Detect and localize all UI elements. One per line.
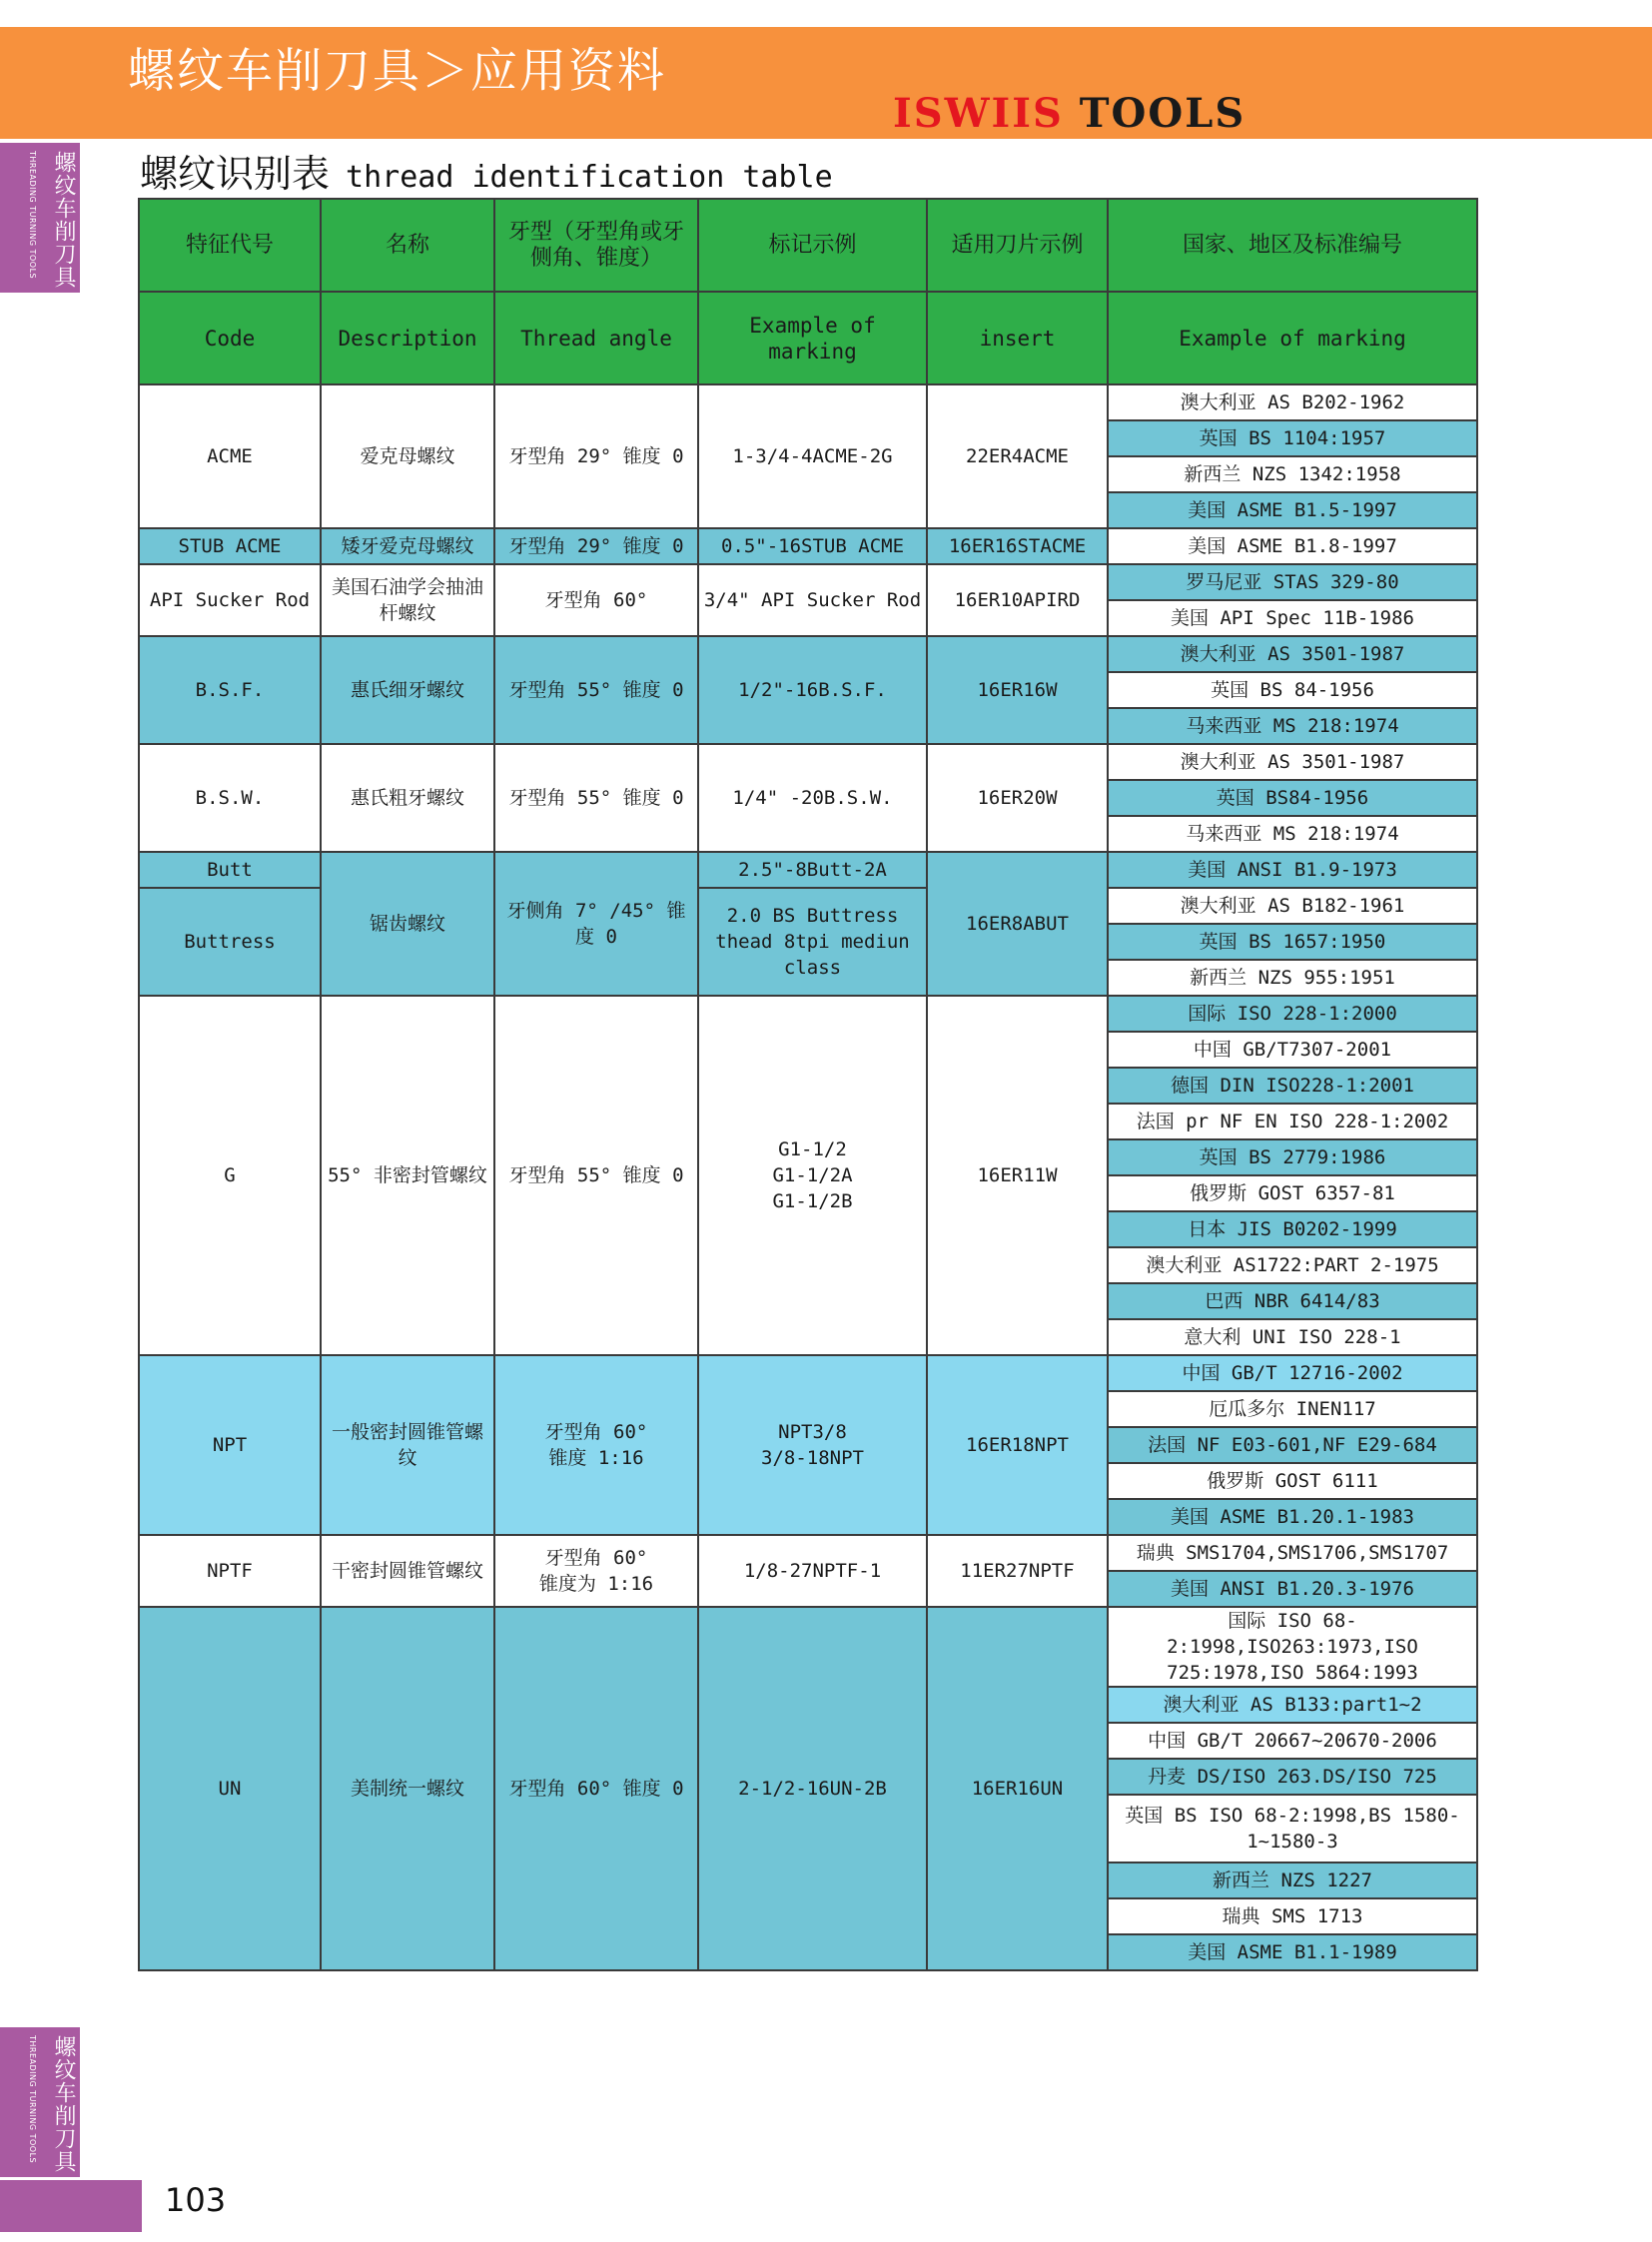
column-header: 适用刀片示例 (927, 199, 1108, 292)
side-tab-zh: 螺纹车削刀具 (51, 2035, 76, 2173)
marking-cell (698, 996, 927, 1355)
standard-cell: 罗马尼亚 STAS 329-80 (1108, 564, 1477, 600)
code-cell: API Sucker Rod (139, 564, 321, 636)
table-row (139, 528, 1477, 564)
standard-cell: 瑞典 SMS 1713 (1108, 1898, 1477, 1934)
code-cell: Butt (139, 852, 321, 888)
side-tab-en: THREADING TURNING TOOLS (28, 151, 37, 280)
column-header: Example of marking (698, 292, 927, 384)
table-row (139, 384, 1477, 420)
standard-cell: 新西兰 NZS 1342:1958 (1108, 456, 1477, 492)
insert-cell: 16ER16UN (927, 1607, 1108, 1970)
standard-cell: 美国 ANSI B1.20.3-1976 (1108, 1571, 1477, 1607)
thread-angle-cell: 牙侧角 7° /45° 锥度 0 (494, 852, 698, 996)
thread-angle-cell: 牙型角 29° 锥度 0 (494, 384, 698, 528)
standard-cell: 国际 ISO 228-1:2000 (1108, 996, 1477, 1032)
table-header-en (139, 292, 1477, 384)
side-tab-en: THREADING TURNING TOOLS (28, 2035, 37, 2164)
description-cell: 矮牙爱克母螺纹 (321, 528, 494, 564)
brand-part2: TOOLS (1079, 90, 1246, 137)
standard-cell: 中国 GB/T7307-2001 (1108, 1032, 1477, 1068)
code-cell: ACME (139, 384, 321, 528)
standard-cell: 中国 GB/T 12716-2002 (1108, 1355, 1477, 1391)
code-cell: Buttress (139, 888, 321, 996)
standard-cell: 中国 GB/T 20667~20670-2006 (1108, 1723, 1477, 1759)
standard-cell: 英国 BS 84-1956 (1108, 672, 1477, 708)
standard-cell: 法国 NF E03-601,NF E29-684 (1108, 1427, 1477, 1463)
insert-cell: 16ER18NPT (927, 1355, 1108, 1535)
side-tab-bottom (0, 2027, 80, 2177)
angle-line: 锥度为 1:16 (538, 1573, 654, 1595)
brand-part1: ISWIIS (893, 90, 1064, 137)
column-header: 特征代号 (139, 199, 321, 292)
standard-cell: 澳大利亚 AS1722:PART 2-1975 (1108, 1247, 1477, 1283)
table-row (139, 564, 1477, 600)
code-cell: NPT (139, 1355, 321, 1535)
table-row (139, 1607, 1477, 1687)
description-cell: 锯齿螺纹 (321, 852, 494, 996)
angle-line: 锥度 1:16 (548, 1447, 644, 1469)
thread-angle-cell: 牙型角 55° 锥度 0 (494, 996, 698, 1355)
standard-cell: 日本 JIS B0202-1999 (1108, 1211, 1477, 1247)
table-row (139, 996, 1477, 1032)
standard-cell: 丹麦 DS/ISO 263.DS/ISO 725 (1108, 1759, 1477, 1795)
standard-cell: 美国 API Spec 11B-1986 (1108, 600, 1477, 636)
marking-cell: 2.0 BS Buttress thead 8tpi mediun class (698, 888, 927, 996)
column-header: 国家、地区及标准编号 (1108, 199, 1477, 292)
side-tab-zh: 螺纹车削刀具 (51, 151, 76, 289)
marking-line: G1-1/2A (772, 1164, 853, 1186)
standard-cell: 澳大利亚 AS B182-1961 (1108, 888, 1477, 924)
thread-angle-cell (494, 1355, 698, 1535)
insert-cell: 16ER16W (927, 636, 1108, 744)
code-cell: B.S.F. (139, 636, 321, 744)
footer-bar (0, 2180, 142, 2232)
marking-line: G1-1/2 (778, 1138, 847, 1160)
standard-cell: 厄瓜多尔 INEN117 (1108, 1391, 1477, 1427)
standard-cell: 英国 BS 2779:1986 (1108, 1139, 1477, 1175)
insert-cell: 16ER20W (927, 744, 1108, 852)
marking-cell: 1-3/4-4ACME-2G (698, 384, 927, 528)
marking-cell: 1/8-27NPTF-1 (698, 1535, 927, 1607)
thread-angle-cell: 牙型角 55° 锥度 0 (494, 744, 698, 852)
description-cell: 55° 非密封管螺纹 (321, 996, 494, 1355)
marking-cell: 1/2"-16B.S.F. (698, 636, 927, 744)
standard-cell: 国际 ISO 68-2:1998,ISO263:1973,ISO 725:1978,ISO 5864:1993 (1108, 1607, 1477, 1687)
thread-angle-cell: 牙型角 55° 锥度 0 (494, 636, 698, 744)
brand-logo (893, 90, 1245, 137)
insert-cell: 16ER8ABUT (927, 852, 1108, 996)
standard-cell: 英国 BS ISO 68-2:1998,BS 1580-1~1580-3 (1108, 1795, 1477, 1863)
banner-title: 螺纹车削刀具＞应用资料 (128, 44, 666, 99)
thread-angle-cell: 牙型角 60° 锥度 0 (494, 1607, 698, 1970)
column-header: Example of marking (1108, 292, 1477, 384)
page-title-en: thread identification table (346, 160, 833, 195)
column-header: Code (139, 292, 321, 384)
side-tab-top (0, 143, 80, 293)
description-cell: 一般密封圆锥管螺纹 (321, 1355, 494, 1535)
standard-cell: 瑞典 SMS1704,SMS1706,SMS1707 (1108, 1535, 1477, 1571)
marking-line: NPT3/8 (778, 1421, 847, 1443)
thread-angle-cell: 牙型角 29° 锥度 0 (494, 528, 698, 564)
standard-cell: 美国 ASME B1.8-1997 (1108, 528, 1477, 564)
thread-angle-cell (494, 1535, 698, 1607)
standard-cell: 美国 ASME B1.5-1997 (1108, 492, 1477, 528)
standard-cell: 澳大利亚 AS B133:part1~2 (1108, 1687, 1477, 1723)
insert-cell: 16ER16STACME (927, 528, 1108, 564)
code-cell: B.S.W. (139, 744, 321, 852)
column-header: Thread angle (494, 292, 698, 384)
marking-cell (698, 1355, 927, 1535)
standard-cell: 俄罗斯 GOST 6111 (1108, 1463, 1477, 1499)
column-header: 名称 (321, 199, 494, 292)
description-cell: 美制统一螺纹 (321, 1607, 494, 1970)
column-header: insert (927, 292, 1108, 384)
page-title (140, 143, 833, 198)
marking-cell: 2.5"-8Butt-2A (698, 852, 927, 888)
table-row (139, 636, 1477, 672)
marking-line: G1-1/2B (772, 1190, 853, 1212)
standard-cell: 马来西亚 MS 218:1974 (1108, 708, 1477, 744)
standard-cell: 美国 ASME B1.20.1-1983 (1108, 1499, 1477, 1535)
table-row (139, 852, 1477, 888)
table-row (139, 744, 1477, 780)
standard-cell: 英国 BS84-1956 (1108, 780, 1477, 816)
standard-cell: 新西兰 NZS 955:1951 (1108, 960, 1477, 996)
standard-cell: 意大利 UNI ISO 228-1 (1108, 1319, 1477, 1355)
table-header-zh (139, 199, 1477, 292)
page-number: 103 (165, 2181, 227, 2219)
column-header: 标记示例 (698, 199, 927, 292)
description-cell: 爱克母螺纹 (321, 384, 494, 528)
standard-cell: 英国 BS 1104:1957 (1108, 420, 1477, 456)
code-cell: G (139, 996, 321, 1355)
angle-line: 牙型角 60° (544, 1547, 648, 1569)
insert-cell: 16ER11W (927, 996, 1108, 1355)
description-cell: 惠氏粗牙螺纹 (321, 744, 494, 852)
code-cell: STUB ACME (139, 528, 321, 564)
standard-cell: 俄罗斯 GOST 6357-81 (1108, 1175, 1477, 1211)
column-header: 牙型（牙型角或牙侧角、锥度） (494, 199, 698, 292)
column-header: Description (321, 292, 494, 384)
insert-cell: 22ER4ACME (927, 384, 1108, 528)
table-row (139, 1535, 1477, 1571)
thread-angle-cell: 牙型角 60° (494, 564, 698, 636)
description-cell: 惠氏细牙螺纹 (321, 636, 494, 744)
standard-cell: 法国 pr NF EN ISO 228-1:2002 (1108, 1104, 1477, 1139)
standard-cell: 美国 ANSI B1.9-1973 (1108, 852, 1477, 888)
standard-cell: 巴西 NBR 6414/83 (1108, 1283, 1477, 1319)
standard-cell: 澳大利亚 AS 3501-1987 (1108, 636, 1477, 672)
standard-cell: 新西兰 NZS 1227 (1108, 1863, 1477, 1898)
marking-cell: 3/4" API Sucker Rod (698, 564, 927, 636)
thread-identification-table (138, 198, 1478, 1971)
angle-line: 牙型角 60° (544, 1421, 648, 1443)
standard-cell: 马来西亚 MS 218:1974 (1108, 816, 1477, 852)
standard-cell: 德国 DIN ISO228-1:2001 (1108, 1068, 1477, 1104)
code-cell: UN (139, 1607, 321, 1970)
standard-cell: 美国 ASME B1.1-1989 (1108, 1934, 1477, 1970)
description-cell: 美国石油学会抽油杆螺纹 (321, 564, 494, 636)
table-row (139, 1355, 1477, 1391)
marking-cell: 1/4" -20B.S.W. (698, 744, 927, 852)
standard-cell: 澳大利亚 AS 3501-1987 (1108, 744, 1477, 780)
page-title-zh: 螺纹识别表 (140, 152, 331, 196)
description-cell: 干密封圆锥管螺纹 (321, 1535, 494, 1607)
marking-cell: 2-1/2-16UN-2B (698, 1607, 927, 1970)
standard-cell: 英国 BS 1657:1950 (1108, 924, 1477, 960)
marking-cell: 0.5"-16STUB ACME (698, 528, 927, 564)
code-cell: NPTF (139, 1535, 321, 1607)
insert-cell: 11ER27NPTF (927, 1535, 1108, 1607)
standard-cell: 澳大利亚 AS B202-1962 (1108, 384, 1477, 420)
insert-cell: 16ER10APIRD (927, 564, 1108, 636)
marking-line: 3/8-18NPT (761, 1447, 864, 1469)
